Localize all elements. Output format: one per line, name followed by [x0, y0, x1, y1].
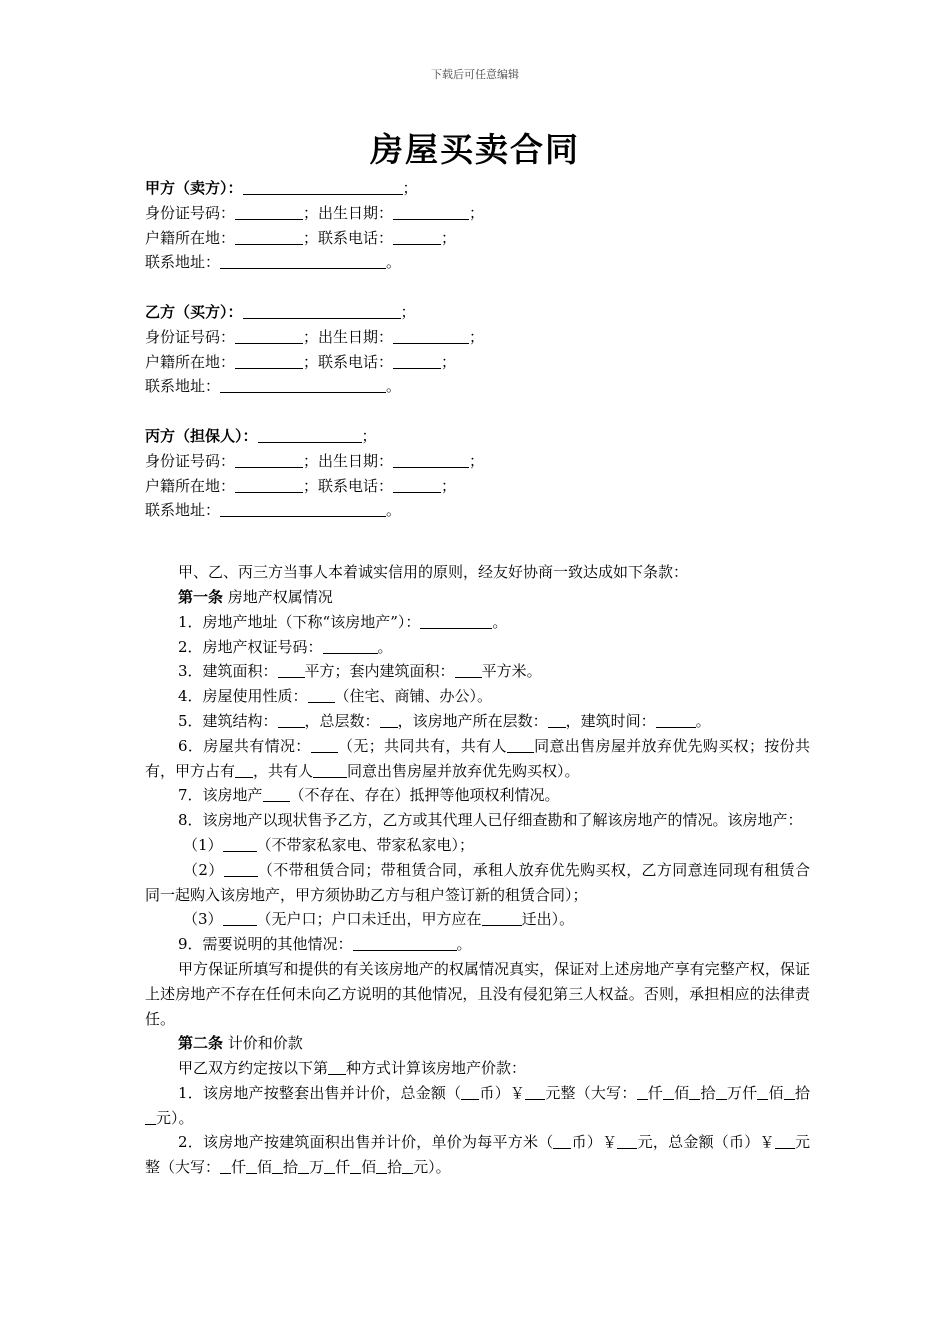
- party-c-address-line: 联系地址： 。: [145, 501, 402, 520]
- article-1-sub-1: （1） （不带家私家电、带家私家电）；: [183, 835, 475, 854]
- party-a-phone-blank[interactable]: [393, 228, 441, 245]
- party-a-domicile-blank[interactable]: [235, 228, 303, 245]
- hukou-date-blank[interactable]: [482, 909, 522, 926]
- amount-digit-blank[interactable]: [716, 1083, 727, 1100]
- article-2-number: 第二条: [178, 1034, 224, 1053]
- contract-title: 房屋买卖合同: [370, 130, 580, 169]
- amount-digit-blank[interactable]: [689, 1083, 700, 1100]
- article-2-price-1: 1．该房地产按整套出售并计价，总金额（ 币）￥ 元整（大写： 仟 佰 拾 万仟 佰 拾元）。: [145, 1081, 810, 1131]
- amount-digit-blank[interactable]: [637, 1083, 648, 1100]
- dob-label: 出生日期：: [318, 203, 394, 222]
- party-b-name-blank[interactable]: [243, 302, 401, 319]
- header-note: 下载后可任意编辑: [431, 68, 519, 81]
- article-1-item-9: 9．需要说明的其他情况： 。: [178, 935, 472, 954]
- party-b-domicile-line: 户籍所在地： ；联系电话： ；: [145, 352, 457, 371]
- article-1-sub-3: （3） （无户口；户口未迁出，甲方应在 迁出）。: [183, 910, 575, 929]
- property-address-blank[interactable]: [420, 612, 492, 629]
- pricing-method-blank[interactable]: [328, 1058, 346, 1075]
- share-co-owner-blank[interactable]: [313, 761, 347, 778]
- party-a-id-blank[interactable]: [235, 203, 303, 220]
- co-owner-blank[interactable]: [507, 736, 534, 753]
- amount-digit-blank[interactable]: [757, 1083, 768, 1100]
- amount-digit-blank[interactable]: [784, 1083, 795, 1100]
- amount-digit-blank[interactable]: [324, 1157, 335, 1174]
- currency-blank[interactable]: [461, 1083, 479, 1100]
- phone-label: 联系电话：: [318, 228, 394, 247]
- id-label: 身份证号码：: [145, 327, 236, 346]
- article-1-item-1: 1．房地产地址（下称“该房地产”）： 。: [178, 612, 508, 631]
- phone-label: 联系电话：: [318, 352, 394, 371]
- address-label: 联系地址：: [145, 253, 221, 272]
- party-c-phone-blank[interactable]: [393, 476, 441, 493]
- party-b-dob-blank[interactable]: [393, 327, 469, 344]
- amount-digit-blank[interactable]: [272, 1157, 283, 1174]
- party-a-name-line: 甲方（卖方）： ；: [145, 179, 418, 197]
- amount-digit-blank[interactable]: [220, 1157, 231, 1174]
- article-1-sub-2: （2） （不带租赁合同；带租赁合同，承租人放弃优先购买权，乙方同意连同现有租赁合同一起购入该房地产，甲方须协助乙方与租户签订新的租赁合同）；: [145, 860, 810, 904]
- total-amount-blank[interactable]: [525, 1083, 545, 1100]
- party-c-name-line: 丙方（担保人）： ；: [145, 426, 377, 445]
- party-a-address-blank[interactable]: [220, 252, 386, 269]
- party-b-name-line: 乙方（买方）： ；: [145, 302, 416, 321]
- furniture-blank[interactable]: [223, 835, 257, 852]
- article-1-item-5: 5．建筑结构： ，总层数： ，该房地产所在层数： ，建筑时间： 。: [178, 711, 711, 730]
- phone-label: 联系电话：: [318, 476, 394, 495]
- total-amount-2-blank[interactable]: [775, 1132, 795, 1149]
- amount-digit-blank[interactable]: [376, 1157, 387, 1174]
- floor-area-blank[interactable]: [278, 661, 305, 678]
- unit-price-blank[interactable]: [617, 1132, 637, 1149]
- party-a-label: 甲方（卖方）：: [145, 179, 243, 197]
- amount-digit-blank[interactable]: [246, 1157, 257, 1174]
- usage-blank[interactable]: [308, 686, 335, 703]
- amount-digit-blank[interactable]: [145, 1108, 156, 1125]
- amount-digit-blank[interactable]: [663, 1083, 674, 1100]
- party-c-label: 丙方（担保人）：: [145, 426, 258, 445]
- article-1-number: 第一条: [178, 587, 224, 606]
- article-1-item-2: 2．房地产权证号码： 。: [178, 637, 393, 656]
- party-a-id-line: 身份证号码： ；出生日期： ；: [145, 203, 485, 222]
- structure-blank[interactable]: [278, 711, 305, 728]
- mortgage-blank[interactable]: [263, 785, 290, 802]
- co-ownership-blank[interactable]: [311, 736, 338, 753]
- party-b-label: 乙方（买方）：: [145, 302, 243, 321]
- build-time-blank[interactable]: [656, 711, 696, 728]
- party-b-phone-blank[interactable]: [393, 352, 441, 369]
- amount-digit-blank[interactable]: [298, 1157, 309, 1174]
- article-2-heading: [145, 1031, 810, 1056]
- party-a-dob-blank[interactable]: [393, 203, 469, 220]
- floor-number-blank[interactable]: [548, 711, 566, 728]
- total-floors-blank[interactable]: [380, 711, 398, 728]
- address-label: 联系地址：: [145, 501, 221, 520]
- party-a-domicile-line: 户籍所在地： ；联系电话： ；: [145, 228, 457, 247]
- party-b-address-line: 联系地址： 。: [145, 377, 402, 396]
- article-1-item-7: 7．该房地产 （不存在、存在）抵押等他项权利情况。: [178, 786, 560, 805]
- party-b-id-line: 身份证号码： ；出生日期： ；: [145, 327, 485, 346]
- contract-body: [145, 176, 810, 1180]
- certificate-number-blank[interactable]: [323, 637, 378, 654]
- domicile-label: 户籍所在地：: [145, 476, 236, 495]
- article-2-price-2: 2．该房地产按建筑面积出售并计价，单价为每平方米（ 币）￥ 元，总金额（币）￥ 元整（大写： 仟 佰 拾 万 仟 佰 拾 元）。: [145, 1133, 810, 1177]
- share-blank[interactable]: [235, 761, 253, 778]
- intro-paragraph: 甲、乙、丙三方当事人本着诚实信用的原则，经友好协商一致达成如下条款：: [178, 563, 689, 582]
- article-1-item-3: 3．建筑面积： 平方；套内建筑面积： 平方米。: [178, 662, 542, 681]
- other-info-blank[interactable]: [353, 934, 457, 951]
- party-c-dob-blank[interactable]: [393, 451, 469, 468]
- article-2-intro: 甲乙双方约定按以下第 种方式计算该房地产价款：: [178, 1059, 527, 1078]
- lease-blank[interactable]: [224, 860, 258, 877]
- party-b-id-blank[interactable]: [235, 327, 303, 344]
- article-1-item-4: 4．房屋使用性质： （住宅、商铺、办公）。: [178, 687, 493, 706]
- unit-currency-blank[interactable]: [553, 1132, 571, 1149]
- inner-area-blank[interactable]: [455, 661, 482, 678]
- party-c-address-blank[interactable]: [220, 500, 386, 517]
- id-label: 身份证号码：: [145, 451, 236, 470]
- party-c-domicile-blank[interactable]: [235, 476, 303, 493]
- id-label: 身份证号码：: [145, 203, 236, 222]
- article-1-item-6: 6．房屋共有情况： （无；共同共有，共有人 同意出售房屋并放弃优先购买权；按份共有，甲方占有 ，共有人 同意出售房屋并放弃优先购买权）。: [145, 736, 810, 780]
- party-c-name-blank[interactable]: [258, 426, 362, 443]
- party-a-address-line: 联系地址： 。: [145, 253, 402, 272]
- amount-digit-blank[interactable]: [402, 1157, 413, 1174]
- article-1-item-8: 8．该房地产以现状售予乙方，乙方或其代理人已仔细查勘和了解该房地产的情况。该房地产：: [178, 811, 803, 830]
- article-2-title: 计价和价款: [223, 1034, 303, 1053]
- article-1-heading: [145, 585, 810, 610]
- party-c-id-blank[interactable]: [235, 451, 303, 468]
- dob-label: 出生日期：: [318, 451, 394, 470]
- party-c-id-line: 身份证号码： ；出生日期： ；: [145, 451, 485, 470]
- party-b-address-blank[interactable]: [220, 376, 386, 393]
- article-1-title: 房地产权属情况: [223, 587, 333, 606]
- address-label: 联系地址：: [145, 377, 221, 396]
- party-a-name-blank[interactable]: [243, 178, 403, 195]
- domicile-label: 户籍所在地：: [145, 352, 236, 371]
- hukou-blank[interactable]: [223, 909, 257, 926]
- amount-digit-blank[interactable]: [350, 1157, 361, 1174]
- article-1-guarantee: 甲方保证所填写和提供的有关该房地产的权属情况真实，保证对上述房地产享有完整产权，保证上述房地产不存在任何未向乙方说明的其他情况，且没有侵犯第三人权益。否则，承担相应的法律责任。: [145, 959, 810, 1028]
- dob-label: 出生日期：: [318, 327, 394, 346]
- domicile-label: 户籍所在地：: [145, 228, 236, 247]
- party-b-domicile-blank[interactable]: [235, 352, 303, 369]
- party-c-domicile-line: 户籍所在地： ；联系电话： ；: [145, 476, 457, 495]
